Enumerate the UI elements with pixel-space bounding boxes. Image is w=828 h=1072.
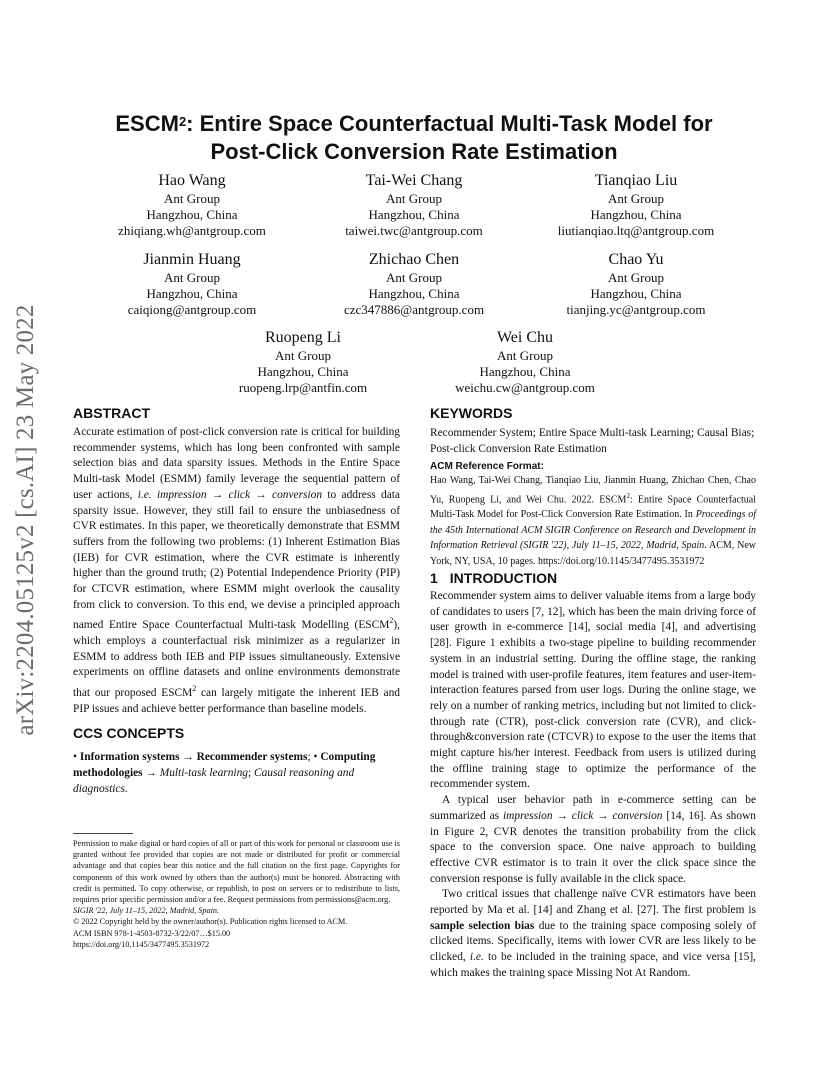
author-block — [82, 249, 302, 318]
author-block — [526, 170, 746, 239]
author-affiliation: Ant Group — [275, 348, 331, 363]
author-city: Hangzhou, China — [368, 207, 460, 222]
arxiv-sidebar-stamp — [6, 275, 46, 765]
author-block — [193, 327, 413, 396]
introduction-body — [430, 589, 756, 982]
author-block — [304, 249, 524, 318]
introduction-heading — [430, 570, 557, 586]
acm-ref-body: Hao Wang, Tai-Wei Chang, Tianqiao Liu, Jianmin Huang, Zhichao Chen, Chao Yu, Ruopeng Li, and Wei Chu. 2022. ESCM$^2$: Entire Space Counterfactual Multi-Task Model for Post-Click Conversion Rate Estimation. In Proceedings of the 45th International ACM SIGIR Conference on Research and Development in Information Retrieval (SIGIR '22), July 11–15, 2022, Madrid, Spain. ACM, New York, NY, USA, 10 pages. https://doi.org/10.1145/3477495.3531972 — [430, 475, 757, 567]
keywords-heading: KEYWORDS — [430, 405, 513, 421]
section-title: INTRODUCTION — [449, 570, 558, 586]
intro-paragraph-3: Two critical issues that challenge naïve CVR estimators have been reported by Ma et al. [14] and Zhang et al. [27]. The first problem is sample selection bias due to the training space composing solely of clicked items. Specifically, items with lower CVR are less likely to be clicked, i.e. to be included in the training space, and vice versa [15], which makes the training space Missing Not At Random. — [430, 888, 757, 979]
author-name: Jianmin Huang — [143, 251, 241, 268]
author-city: Hangzhou, China — [590, 286, 682, 301]
author-name: Hao Wang — [158, 172, 226, 189]
author-city: Hangzhou, China — [368, 286, 460, 301]
permission-text: Permission to make digital or hard copies of all or part of this work for personal or classroom use is granted without fee provided that copies are not made or distributed for profit or commercial advantage and that copies bear this notice and the full citation on the first page. Copyrights for components of this work owned by others than the author(s) must be honored. Abstracting with credit is permitted. To copy otherwise, or republish, to post on servers or to redistribute to lists, requires prior specific permission and/or a fee. Request permissions from permissions@acm.org. — [73, 839, 400, 905]
paper-title: ESCM$^2$: Entire Space Counterfactual Multi-Task Model for Post-Click Conversion Rate Estimation — [115, 111, 713, 164]
venue-text: SIGIR '22, July 11–15, 2022, Madrid, Spain. — [73, 906, 219, 916]
author-city: Hangzhou, China — [479, 364, 571, 379]
intro-paragraph-2: A typical user behavior path in e-commerce setting can be summarized as impression → click → conversion [14, 16]. As shown in Figure 2, CVR denotes the transition probability from the click space to the conversion space. One naive approach to building effective CVR estimator is to train it over the click space since the conversion response is fully available in the click space. — [430, 794, 756, 885]
author-affiliation: Ant Group — [164, 191, 220, 206]
author-city: Hangzhou, China — [146, 207, 238, 222]
author-email: taiwei.twc@antgroup.com — [345, 223, 483, 238]
author-block — [526, 249, 746, 318]
author-block — [82, 170, 302, 239]
ccs-concepts-body: • Information systems → Recommender systems; • Computing methodologies → Multi-task learning; Causal reasoning and diagnostics. — [73, 751, 376, 795]
author-name: Wei Chu — [496, 329, 554, 346]
author-email: weichu.cw@antgroup.com — [455, 380, 595, 395]
abstract-body: Accurate estimation of post-click conversion rate is critical for building recommender systems, which has long been confronted with sample selection bias and data sparsity issues. Methods in the Entire Space Multi-task Model (ESMM) family leverage the sequential pattern of user actions, i.e. impression → click → conversion to address data sparsity issue. However, they still fail to ensure the unbiasedness of CVR estimates. In this paper, we theoretically demonstrate that ESMM suffers from the following two problems: (1) Inherent Estimation Bias (IEB) for CVR estimation, where the CVR estimate is inherently higher than the ground truth; (2) Potential Independence Priority (PIP) for CTCVR estimation, where ESMM might overlook the causality from click to conversion. To this end, we devise a principled approach named Entire Space Counterfactual Multi-task Modelling (ESCM$^2$), which employs a counterfactual risk minimizer as a regularizer in ESMM to address both IEB and PIP issues simultaneously. Extensive experiments on offline datasets and online environments demonstrate that our proposed ESCM$^2$ can largely mitigate the inherent IEB and PIP issues and achieve better performance than baseline models. — [73, 426, 401, 715]
author-email: zhiqiang.wh@antgroup.com — [118, 223, 266, 238]
author-city: Hangzhou, China — [590, 207, 682, 222]
author-affiliation: Ant Group — [386, 270, 442, 285]
author-name: Tai-Wei Chang — [365, 172, 463, 189]
doi-text: https://doi.org/10.1145/3477495.3531972 — [73, 939, 210, 949]
author-email: czc347886@antgroup.com — [343, 302, 485, 317]
author-block — [304, 170, 524, 239]
author-name: Chao Yu — [608, 251, 664, 268]
author-affiliation: Ant Group — [608, 191, 664, 206]
author-email: caiqiong@antgroup.com — [127, 302, 257, 317]
isbn-text: ACM ISBN 978-1-4503-8732-3/22/07…$15.00 — [73, 928, 231, 938]
author-name: Zhichao Chen — [368, 251, 460, 268]
author-email: ruopeng.lrp@antfin.com — [238, 380, 368, 395]
ccs-heading: CCS CONCEPTS — [73, 725, 185, 741]
acm-ref-heading: ACM Reference Format: — [430, 461, 544, 472]
author-email: liutianqiao.ltq@antgroup.com — [557, 223, 715, 238]
author-affiliation: Ant Group — [497, 348, 553, 363]
author-block — [415, 327, 635, 396]
footnote-divider — [73, 833, 133, 834]
intro-paragraph-1: Recommender system aims to deliver valuable items from a large body of candidates to users [7, 12], which has been the main driving force of user growth in e-commerce [14], social media [4], and advertising [28]. Figure 1 exhibits a two-stage pipeline to building recommender system in an industrial setting. During the offline stage, the ranking model is trained with user-profile features, item features and user-item-interaction features parsed from user logs. During the online stage, we rely on a number of ranking metrics, including but not limited to click-through rate (CTR), post-click conversion rate (CVR), and click-through&conversion rate (CTCVR) to expose to the user the items that might capture his/her interest. Feedback from users is utilized during the offline training stage to optimize the performance of the recommender system. — [430, 590, 756, 791]
abstract-heading: ABSTRACT — [73, 405, 150, 421]
section-number: 1 — [430, 570, 438, 586]
arxiv-identifier: arXiv:2204.05125v2 [cs.AI] 23 May 2022 — [12, 304, 39, 736]
permission-footnote — [73, 838, 400, 950]
author-affiliation: Ant Group — [386, 191, 442, 206]
author-email: tianjing.yc@antgroup.com — [566, 302, 706, 317]
author-city: Hangzhou, China — [146, 286, 238, 301]
author-name: Ruopeng Li — [265, 329, 341, 346]
author-name: Tianqiao Liu — [594, 172, 678, 189]
copyright-text: © 2022 Copyright held by the owner/author(s). Publication rights licensed to ACM. — [73, 917, 348, 927]
author-affiliation: Ant Group — [608, 270, 664, 285]
keywords-body: Recommender System; Entire Space Multi-task Learning; Causal Bias; Post-click Conversion Rate Estimation — [430, 427, 755, 455]
author-affiliation: Ant Group — [164, 270, 220, 285]
author-city: Hangzhou, China — [257, 364, 349, 379]
